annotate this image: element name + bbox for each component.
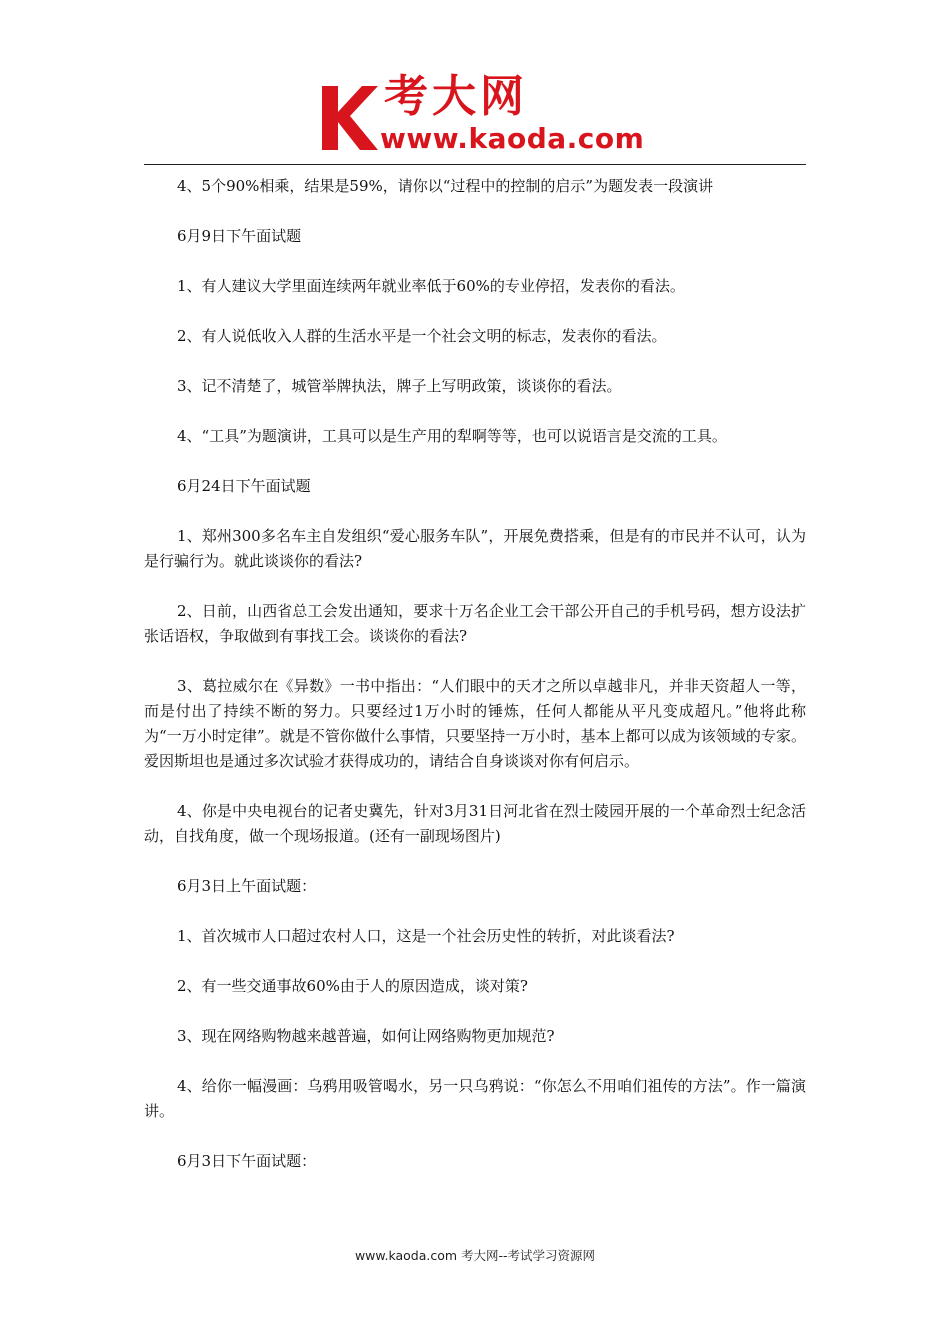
page-header bbox=[0, 0, 950, 166]
paragraph: 3、现在网络购物越来越普遍，如何让网络购物更加规范? bbox=[177, 1027, 555, 1045]
kaoda-logo[interactable] bbox=[318, 71, 648, 160]
paragraph: 1、有人建议大学里面连续两年就业率低于60%的专业停招，发表你的看法。 bbox=[177, 277, 685, 295]
logo-chinese-name: 考大网 bbox=[384, 71, 528, 122]
paragraph: 3、记不清楚了，城管举牌执法，牌子上写明政策，谈谈你的看法。 bbox=[177, 377, 622, 395]
section-heading: 6月3日上午面试题： bbox=[177, 877, 317, 895]
paragraph: 3、葛拉威尔在《异数》一书中指出：“人们眼中的天才之所以卓越非凡，并非天资超人一等，而是付出了持续不断的努力。只要经过1万小时的锤炼，任何人都能从平凡变成超凡。”他将此称为“一万小时定律”。就是不管你做什么事情，只要坚持一万小时，基本上都可以成为该领域的专家。爱因斯坦也是通过多次试验才获得成功的，请结合自身谈谈对你有何启示。 bbox=[144, 677, 806, 770]
paragraph: 2、日前，山西省总工会发出通知，要求十万名企业工会干部公开自己的手机号码，想方设法扩张话语权，争取做到有事找工会。谈谈你的看法? bbox=[144, 602, 806, 645]
paragraph: 1、郑州300多名车主自发组织“爱心服务车队”，开展免费搭乘，但是有的市民并不认可，认为是行骗行为。就此谈谈你的看法? bbox=[144, 527, 806, 570]
logo-url-text: www.kaoda.com bbox=[380, 122, 645, 155]
paragraph: 4、5个90%相乘，结果是59%，请你以“过程中的控制的启示”为题发表一段演讲 bbox=[177, 177, 714, 195]
header-divider bbox=[144, 164, 806, 165]
paragraph: 2、有人说低收入人群的生活水平是一个社会文明的标志，发表你的看法。 bbox=[177, 327, 667, 345]
paragraph: 2、有一些交通事故60%由于人的原因造成，谈对策? bbox=[177, 977, 528, 995]
k-logo-icon bbox=[318, 82, 380, 152]
section-heading: 6月9日下午面试题 bbox=[177, 227, 302, 245]
document-body bbox=[144, 174, 806, 1199]
paragraph: 1、首次城市人口超过农村人口，这是一个社会历史性的转折，对此谈看法? bbox=[177, 927, 675, 945]
section-heading: 6月24日下午面试题 bbox=[177, 477, 311, 495]
paragraph: 4、给你一幅漫画：乌鸦用吸管喝水，另一只乌鸦说：“你怎么不用咱们祖传的方法”。作一篇演讲。 bbox=[144, 1077, 806, 1120]
section-heading: 6月3日下午面试题： bbox=[177, 1152, 317, 1170]
paragraph: 4、“工具”为题演讲，工具可以是生产用的犁啊等等，也可以说语言是交流的工具。 bbox=[177, 427, 727, 445]
page-footer: www.kaoda.com 考大网--考试学习资源网 bbox=[354, 1248, 596, 1263]
paragraph: 4、你是中央电视台的记者史冀先，针对3月31日河北省在烈士陵园开展的一个革命烈士纪念活动，自找角度，做一个现场报道。(还有一副现场图片) bbox=[144, 802, 806, 845]
